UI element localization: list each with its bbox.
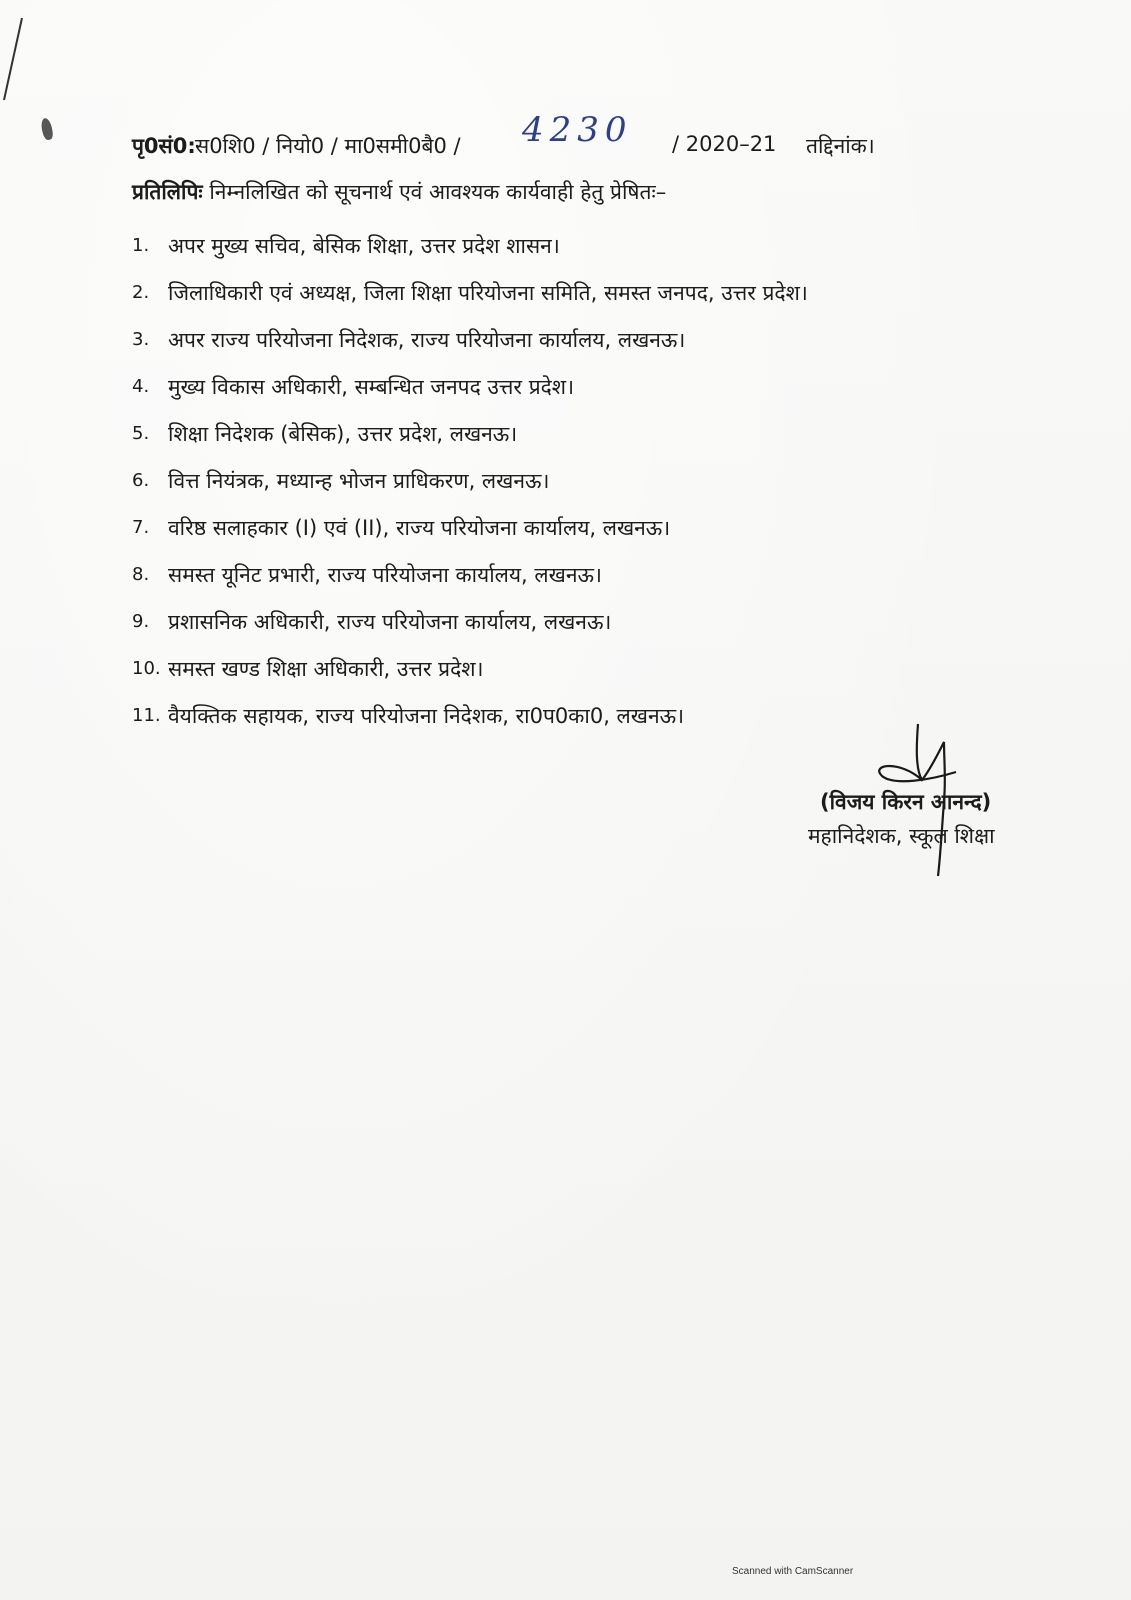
item-text: जिलाधिकारी एवं अध्यक्ष, जिला शिक्षा परियोजना समिति, समस्त जनपद, उत्तर प्रदेश। [168,280,808,305]
list-item [132,269,1012,316]
signatory-designation: महानिदेशक, स्कूल शिक्षा [808,824,995,848]
reference-date: तद्दिनांक। [806,134,875,158]
item-text: समस्त यूनिट प्रभारी, राज्य परियोजना कार्यालय, लखनऊ। [168,562,602,587]
copy-to-text: निम्नलिखित को सूचनार्थ एवं आवश्यक कार्यवाही हेतु प्रेषितः– [209,180,667,204]
item-text: वैयक्तिक सहायक, राज्य परियोजना निदेशक, रा0प0का0, लखनऊ। [168,703,685,728]
margin-pen-stroke [0,0,40,110]
recipient-list [132,222,1012,739]
list-item [132,363,1012,410]
item-text: अपर मुख्य सचिव, बेसिक शिक्षा, उत्तर प्रदेश शासन। [168,233,560,258]
item-text: वरिष्ठ सलाहकार (I) एवं (II), राज्य परियोजना कार्यालय, लखनऊ। [168,515,671,540]
copy-to-label: प्रतिलिपिः [132,180,203,204]
item-number: 2. [132,282,150,303]
list-item [132,645,1012,692]
item-number: 4. [132,376,150,397]
item-number: 5. [132,423,150,444]
item-number: 7. [132,517,150,538]
reference-code: स0शि0 / नियो0 / मा0समी0बै0 / [195,134,461,158]
reference-number-handwritten: 4230 [522,110,633,150]
item-number: 8. [132,564,150,585]
item-number: 1. [132,235,150,256]
copy-to-heading [132,178,666,206]
signatory-name: (विजय किरन आनन्द) [820,790,992,814]
item-number: 11. [132,705,161,726]
item-text: प्रशासनिक अधिकारी, राज्य परियोजना कार्यालय, लखनऊ। [168,609,612,634]
item-text: समस्त खण्ड शिक्षा अधिकारी, उत्तर प्रदेश। [168,656,484,681]
list-item [132,551,1012,598]
item-text: वित्त नियंत्रक, मध्यान्ह भोजन प्राधिकरण, लखनऊ। [168,468,550,493]
scanner-watermark: Scanned with CamScanner [732,1566,854,1577]
list-item [132,410,1012,457]
item-number: 9. [132,611,150,632]
reference-line [132,110,952,168]
item-number: 10. [132,658,161,679]
item-number: 6. [132,470,150,491]
reference-label: पृ0सं0: [132,134,196,158]
reference-year: / 2020–21 [672,132,777,156]
item-text: शिक्षा निदेशक (बेसिक), उत्तर प्रदेश, लखनऊ। [168,421,518,446]
item-text: मुख्य विकास अधिकारी, सम्बन्धित जनपद उत्तर प्रदेश। [168,374,575,399]
item-text: अपर राज्य परियोजना निदेशक, राज्य परियोजना कार्यालय, लखनऊ। [168,327,686,352]
punch-hole-mark [40,117,54,141]
item-number: 3. [132,329,150,350]
signature-block [800,720,1060,880]
list-item [132,598,1012,645]
list-item [132,222,1012,269]
list-item [132,316,1012,363]
list-item [132,504,1012,551]
list-item [132,457,1012,504]
